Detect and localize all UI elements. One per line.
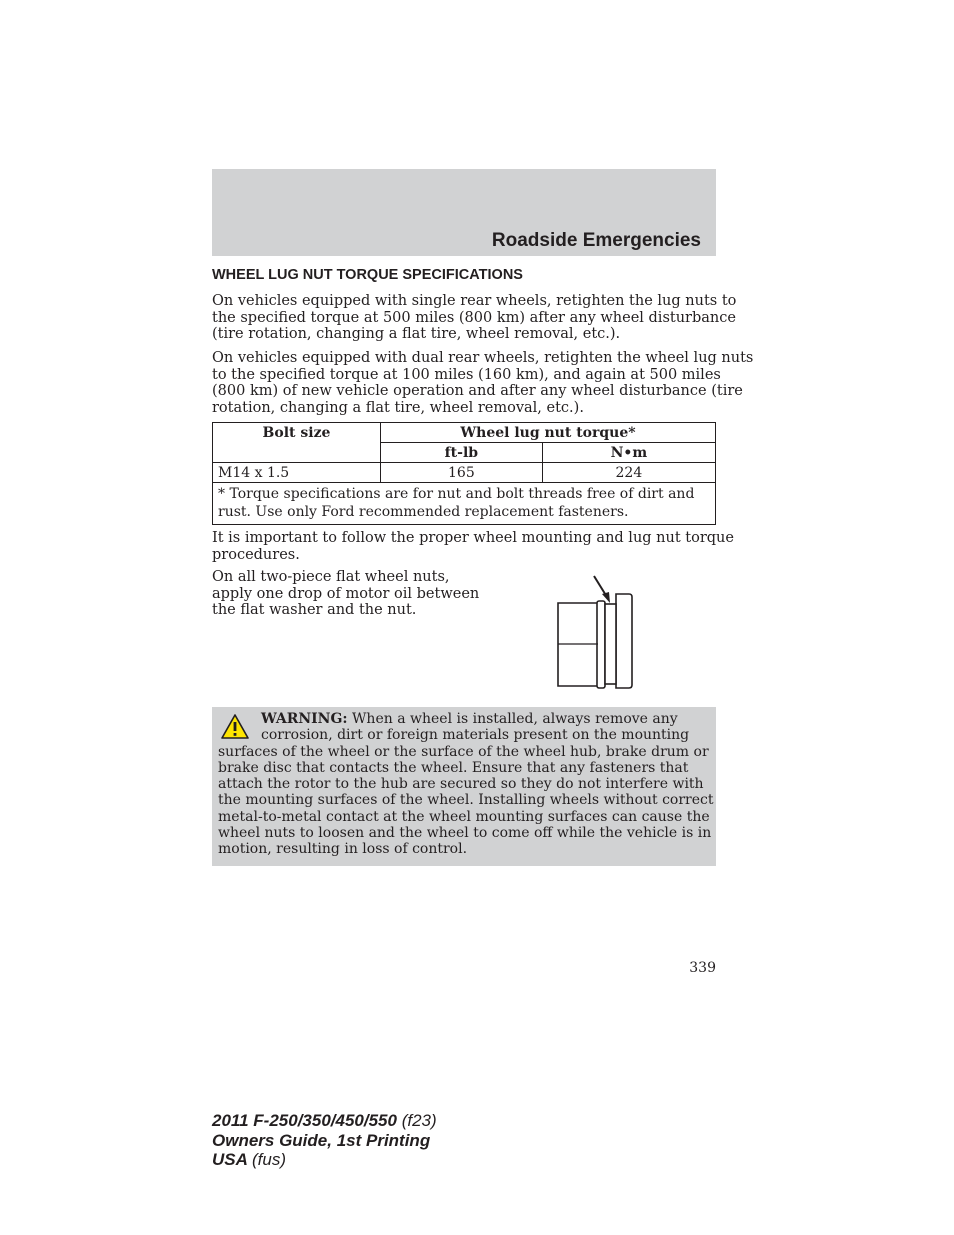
warning-line: wheel nuts to loosen and the wheel to come off while the vehicle is in	[218, 825, 712, 842]
text-line: the specified torque at 500 miles (800 km) after any wheel disturbance	[212, 309, 736, 326]
footer-line-model	[212, 1111, 437, 1131]
warning-line: metal-to-metal contact at the wheel mounting surfaces can cause the	[218, 808, 710, 825]
footnote-line: * Torque specifications are for nut and bolt threads free of dirt and	[218, 486, 695, 502]
subheader-ft-lb: ft-lb	[381, 443, 543, 463]
cell-bolt-size: M14 x 1.5	[213, 463, 381, 483]
paragraph-important	[212, 530, 734, 563]
warning-label: WARNING:	[261, 711, 348, 727]
paragraph-dual-rear-wheels	[212, 350, 754, 416]
document-footer	[212, 1111, 437, 1170]
paragraph-single-rear-wheels	[212, 293, 737, 343]
cell-ft-lb: 165	[381, 463, 543, 483]
footer-model-code: (f23)	[401, 1111, 437, 1130]
text-line: (800 km) of new vehicle operation and after any wheel disturbance (tire	[212, 383, 743, 399]
torque-spec-table	[212, 422, 716, 525]
section-heading: WHEEL LUG NUT TORQUE SPECIFICATIONS	[212, 267, 523, 283]
footer-line-market	[212, 1150, 437, 1170]
footer-market-code: (fus)	[252, 1150, 286, 1169]
cell-newton-meter: 224	[542, 463, 715, 483]
text-line: (tire rotation, changing a flat tire, wheel removal, etc.).	[212, 326, 621, 342]
warning-text	[218, 711, 714, 858]
warning-line: motion, resulting in loss of control.	[218, 841, 468, 858]
warning-line: corrosion, dirt or foreign materials present on the mounting	[261, 727, 690, 744]
text-line: On all two-piece flat wheel nuts,	[212, 569, 450, 585]
text-line: rotation, changing a flat tire, wheel removal, etc.).	[212, 399, 584, 416]
text-line: On vehicles equipped with dual rear wheels, retighten the wheel lug nuts	[212, 350, 754, 366]
text-line: the flat washer and the nut.	[212, 602, 417, 618]
paragraph-two-piece-nuts	[212, 569, 512, 619]
warning-line: surfaces of the wheel or the surface of the wheel hub, brake drum or	[218, 743, 709, 760]
footer-market: USA	[212, 1150, 248, 1169]
footnote-line: rust. Use only Ford recommended replacement fasteners.	[218, 504, 629, 520]
warning-line	[218, 711, 714, 727]
warning-line: the mounting surfaces of the wheel. Installing wheels without correct	[218, 792, 714, 809]
warning-box	[212, 707, 716, 866]
table-row	[213, 463, 716, 483]
lug-nut-washer-illustration	[550, 573, 640, 693]
footer-line-printing: Owners Guide, 1st Printing	[212, 1130, 431, 1150]
subheader-newton-meter: N•m	[542, 443, 715, 463]
text-line: apply one drop of motor oil between	[212, 585, 480, 602]
warning-line: attach the rotor to the hub are secured so they do not interfere with	[218, 776, 704, 793]
footer-model: 2011 F-250/350/450/550	[212, 1111, 397, 1130]
warning-line-text: When a wheel is installed, always remove any	[352, 711, 678, 727]
chapter-header-band	[212, 169, 716, 256]
column-header-torque: Wheel lug nut torque*	[381, 423, 716, 443]
page-number: 339	[689, 960, 716, 976]
table-footnote	[213, 483, 716, 525]
warning-line: brake disc that contacts the wheel. Ensure that any fasteners that	[218, 759, 689, 776]
column-header-bolt-size: Bolt size	[213, 423, 381, 463]
text-line: procedures.	[212, 546, 300, 563]
text-line: to the specified torque at 100 miles (160 km), and again at 500 miles	[212, 366, 721, 383]
chapter-title: Roadside Emergencies	[491, 230, 701, 251]
text-line: It is important to follow the proper wheel mounting and lug nut torque	[212, 530, 734, 546]
text-line: On vehicles equipped with single rear wheels, retighten the lug nuts to	[212, 293, 737, 309]
